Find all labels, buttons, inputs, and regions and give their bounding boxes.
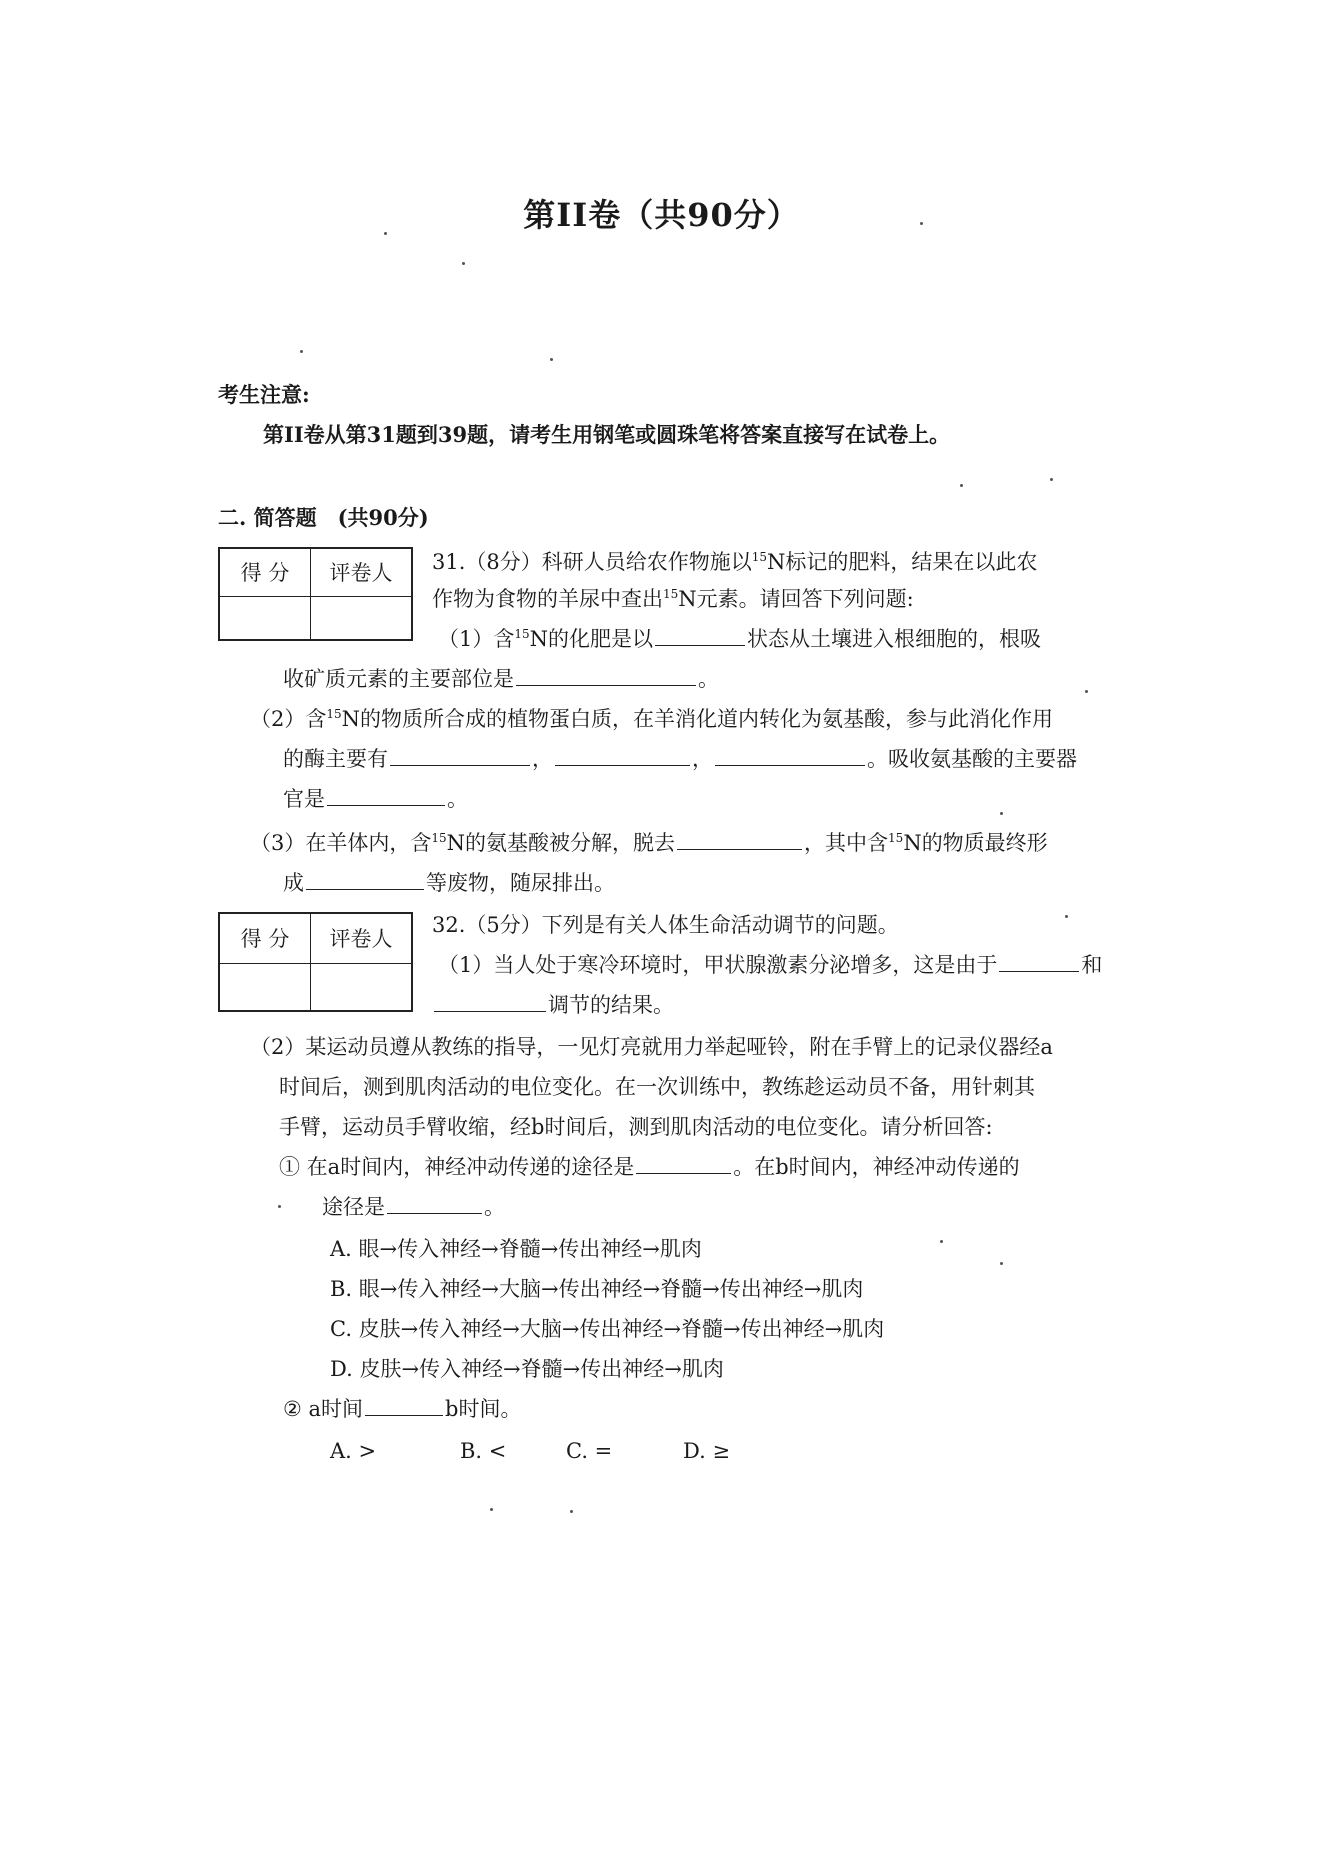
scan-speck — [940, 1240, 943, 1243]
scan-speck — [490, 1508, 493, 1511]
option-b: B. 眼→传入神经→大脑→传出神经→脊髓→传出神经→肌肉 — [330, 1277, 864, 1301]
q32-c1: ① 在a时间内，神经冲动传递的途径是 。在b时间内，神经冲动传递的 — [279, 1155, 1020, 1179]
q31-sub2-cont2: 官是 。 — [283, 787, 468, 811]
option-d: D. 皮肤→传入神经→脊髓→传出神经→肌肉 — [330, 1357, 724, 1381]
answer-blank[interactable] — [390, 745, 530, 766]
scan-speck — [1065, 915, 1068, 918]
answer-blank[interactable] — [306, 869, 424, 890]
q31-sub3: （3）在羊体内，含$^{15}$N的氨基酸被分解，脱去 ，其中含$^{15}$N的物质最终形 — [250, 831, 1048, 855]
answer-blank[interactable] — [636, 1153, 731, 1174]
q32-sub2-line2: 时间后，测到肌肉活动的电位变化。在一次训练中，教练趁运动员不备，用针刺其 — [279, 1075, 1035, 1099]
scan-speck — [550, 358, 553, 361]
answer-blank[interactable] — [327, 785, 445, 806]
option-a: A. 眼→传入神经→脊髓→传出神经→肌肉 — [330, 1237, 702, 1261]
grader-cell[interactable] — [311, 596, 413, 640]
q32-c2: ② a时间 b时间。 — [283, 1397, 522, 1421]
scan-speck — [300, 350, 303, 353]
section-heading: 二. 简答题 (共90分) — [218, 505, 429, 530]
q31-line1: 31.（8分）科研人员给农作物施以$^{15}$N标记的肥料，结果在以此农 — [432, 550, 1038, 574]
q32-line1: 32.（5分）下列是有关人体生命活动调节的问题。 — [432, 913, 899, 937]
scan-speck — [570, 1510, 573, 1513]
q31-sub1-cont: 收矿质元素的主要部位是 。 — [283, 667, 719, 691]
score-cell[interactable] — [219, 596, 311, 640]
notice-heading: 考生注意: — [218, 382, 310, 407]
q32-sub2-line1: （2）某运动员遵从教练的指导，一见灯亮就用力举起哑铃，附在手臂上的记录仪器经a — [250, 1035, 1053, 1059]
answer-blank[interactable] — [999, 951, 1079, 972]
grader-cell[interactable] — [311, 963, 413, 1011]
answer-blank[interactable] — [555, 745, 690, 766]
answer-blank[interactable] — [434, 991, 546, 1012]
score-cell[interactable] — [219, 963, 311, 1011]
scan-speck — [920, 222, 923, 225]
q31-sub2-cont: 的酶主要有 ， ， 。吸收氨基酸的主要器 — [283, 747, 1077, 771]
scan-speck — [960, 484, 963, 487]
q32-sub1-cont: 调节的结果。 — [432, 990, 674, 1020]
c2-option-b: B. < — [460, 1439, 507, 1463]
notice-text: 第II卷从第31题到39题，请考生用钢笔或圆珠笔将答案直接写在试卷上。 — [263, 422, 951, 447]
scan-speck — [1000, 1262, 1003, 1265]
answer-blank[interactable] — [677, 829, 802, 850]
q32-c1-cont: 途径是 。 — [322, 1195, 505, 1219]
scan-speck — [1000, 812, 1003, 815]
answer-blank[interactable] — [516, 665, 696, 686]
answer-blank[interactable] — [387, 1193, 482, 1214]
score-label: 得 分 — [219, 548, 311, 596]
answer-blank[interactable] — [655, 625, 745, 646]
c2-option-a: A. > — [330, 1439, 377, 1463]
c2-option-d: D. ≥ — [683, 1439, 731, 1463]
scan-speck — [1050, 478, 1053, 481]
score-table-q31 — [218, 547, 413, 641]
q31-sub2: （2）含$^{15}$N的物质所合成的植物蛋白质，在羊消化道内转化为氨基酸，参与此消化作用 — [250, 707, 1054, 731]
q31-sub3-cont: 成 等废物，随尿排出。 — [283, 871, 615, 895]
q31-line2: 作物为食物的羊尿中查出$^{15}$N元素。请回答下列问题: — [432, 587, 914, 611]
scan-speck — [384, 232, 387, 235]
q32-sub1: （1）当人处于寒冷环境时，甲状腺激素分泌增多，这是由于 和 — [438, 953, 1103, 977]
grader-label: 评卷人 — [311, 548, 413, 596]
score-label: 得 分 — [219, 913, 311, 963]
grader-label: 评卷人 — [311, 913, 413, 963]
scan-speck — [1085, 690, 1088, 693]
q32-sub2-line3: 手臂，运动员手臂收缩，经b时间后，测到肌肉活动的电位变化。请分析回答: — [279, 1115, 993, 1139]
answer-blank[interactable] — [365, 1395, 443, 1416]
page-title: 第II卷（共90分） — [523, 196, 800, 234]
option-c: C. 皮肤→传入神经→大脑→传出神经→脊髓→传出神经→肌肉 — [330, 1317, 885, 1341]
scan-speck — [278, 1205, 281, 1208]
c2-option-c: C. = — [566, 1439, 613, 1463]
q31-sub1: （1）含$^{15}$N的化肥是以 状态从土壤进入根细胞的，根吸 — [438, 627, 1042, 651]
score-table-q32 — [218, 912, 413, 1012]
answer-blank[interactable] — [715, 745, 865, 766]
scan-speck — [462, 262, 465, 265]
